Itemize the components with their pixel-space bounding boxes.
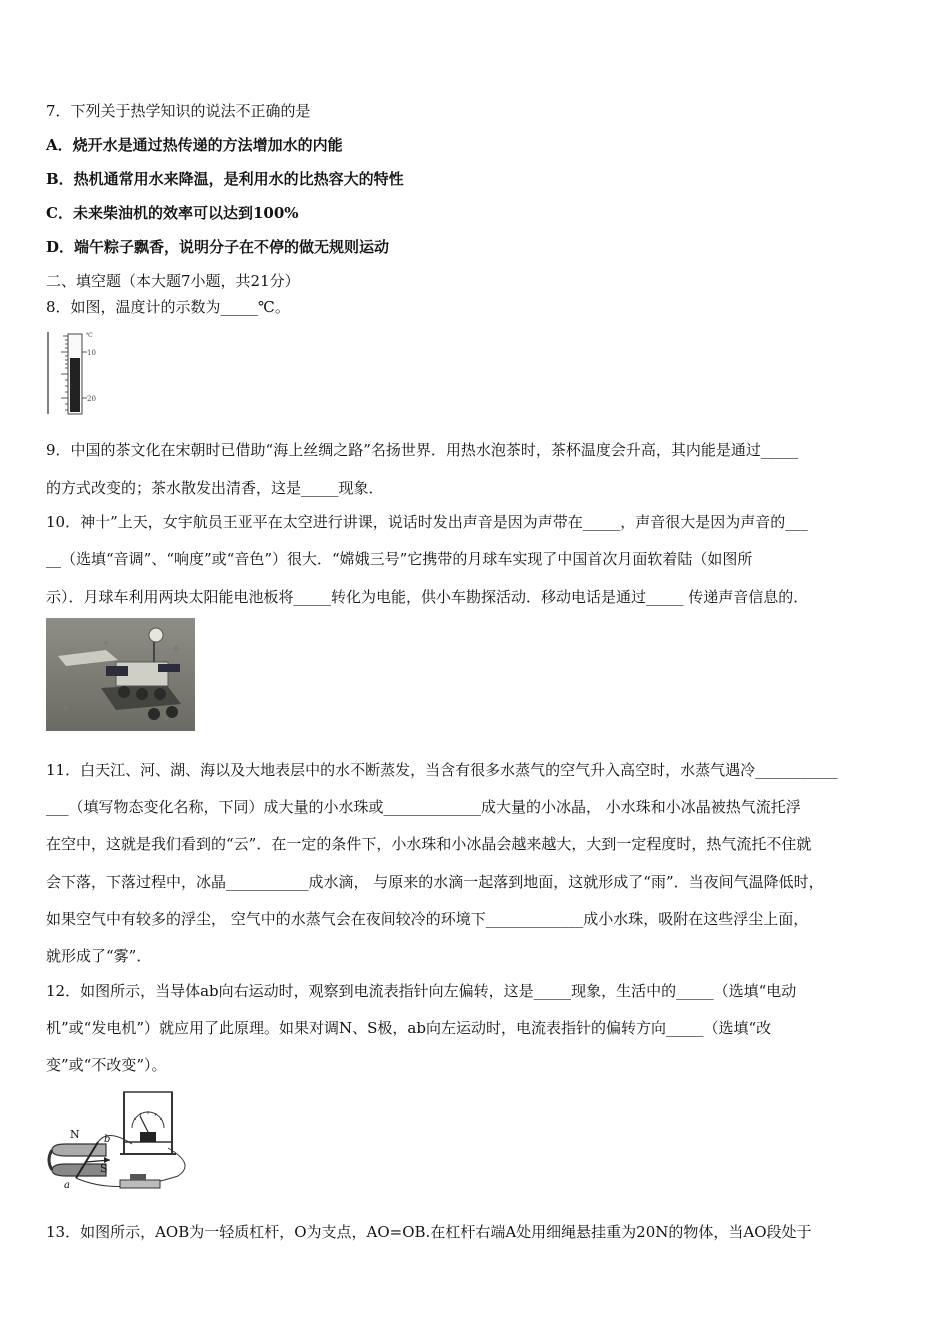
label-a: a bbox=[64, 1180, 70, 1191]
q7-option-d: D．端午粽子飘香，说明分子在不停的做无规则运动 bbox=[46, 238, 390, 256]
q9-line-1: 9．中国的茶文化在宋朝时已借助“海上丝绸之路”名扬世界．用热水泡茶时，茶杯温度会升高，其内能是通过_____ bbox=[46, 441, 799, 459]
q11-line-3: 在空中，这就是我们看到的“云”．在一定的条件下，小水珠和小冰晶会越来越大，大到一定程度时，热气流托不住就 bbox=[46, 835, 812, 853]
q13-line-1: 13．如图所示，AOB为一轻质杠杆，O为支点，AO=OB.在杠杆右端A处用细绳悬挂重为20N的物体，当AO段处于 bbox=[46, 1223, 812, 1241]
thermometer-tick-upper: 10 bbox=[87, 349, 96, 357]
q7-option-b: B．热机通常用水来降温，是利用水的比热容大的特性 bbox=[46, 170, 404, 188]
q8-stem: 8．如图，温度计的示数为_____℃。 bbox=[46, 298, 290, 316]
q7-option-a: A．烧开水是通过热传递的方法增加水的内能 bbox=[46, 136, 343, 154]
section-heading-fill-in: 二、填空题（本大题7小题，共21分） bbox=[46, 272, 300, 290]
q11-line-4: 会下落，下落过程中，冰晶___________成水滴， 与原来的水滴一起落到地面，这就形成了“雨”．当夜间气温降低时， bbox=[46, 873, 824, 891]
q12-line-2: 机”或“发电机”）就应用了此原理。如果对调N、S极，ab向左运动时，电流表指针的偏转方向_____（选填“改 bbox=[46, 1019, 772, 1037]
label-n: N bbox=[70, 1128, 80, 1141]
q12-line-1: 12．如图所示，当导体ab向右运动时，观察到电流表指针向左偏转，这是_____现象，生活中的_____（选填“电动 bbox=[46, 982, 797, 1000]
q11-line-1: 11．白天江、河、湖、海以及大地表层中的水不断蒸发，当含有很多水蒸气的空气升入高空时，水蒸气遇冷___________ bbox=[46, 761, 838, 779]
label-b: b bbox=[104, 1134, 111, 1145]
q12-line-3: 变”或“不改变”）。 bbox=[46, 1056, 167, 1074]
q11-line-2: ___（填写物态变化名称，下同）成大量的小水珠或_____________成大量的小冰晶， 小水珠和小冰晶被热气流托浮 bbox=[46, 798, 801, 816]
thermometer-figure bbox=[46, 328, 100, 416]
thermometer-tick-lower: 20 bbox=[87, 395, 96, 403]
q10-line-1: 10．神十”上天，女宇航员王亚平在太空进行讲课，说话时发出声音是因为声带在_____，声音很大是因为声音的___ bbox=[46, 513, 808, 531]
q9-line-2: 的方式改变的；茶水散发出清香，这是_____现象． bbox=[46, 479, 384, 497]
lunar-rover-photo bbox=[46, 618, 195, 731]
q10-line-2: __（选填“音调”、“响度”或“音色”）很大．“嫦娥三号”它携带的月球车实现了中国首次月面软着陆（如图所 bbox=[46, 550, 753, 568]
q11-line-6: 就形成了“雾”． bbox=[46, 947, 152, 965]
thermometer-unit: ℃ bbox=[86, 332, 93, 339]
label-s: S bbox=[100, 1162, 108, 1175]
q7-stem: 7．下列关于热学知识的说法不正确的是 bbox=[46, 102, 311, 120]
electromagnetic-induction-figure bbox=[46, 1088, 206, 1200]
q10-line-3: 示）．月球车利用两块太阳能电池板将_____转化为电能，供小车勘探活动．移动电话是通过_____ 传递声音信息的． bbox=[46, 588, 809, 606]
q7-option-c: C．未来柴油机的效率可以达到100% bbox=[46, 204, 299, 222]
q11-line-5: 如果空气中有较多的浮尘， 空气中的水蒸气会在夜间较冷的环境下_____________成小水珠，吸附在这些浮尘上面， bbox=[46, 910, 809, 928]
